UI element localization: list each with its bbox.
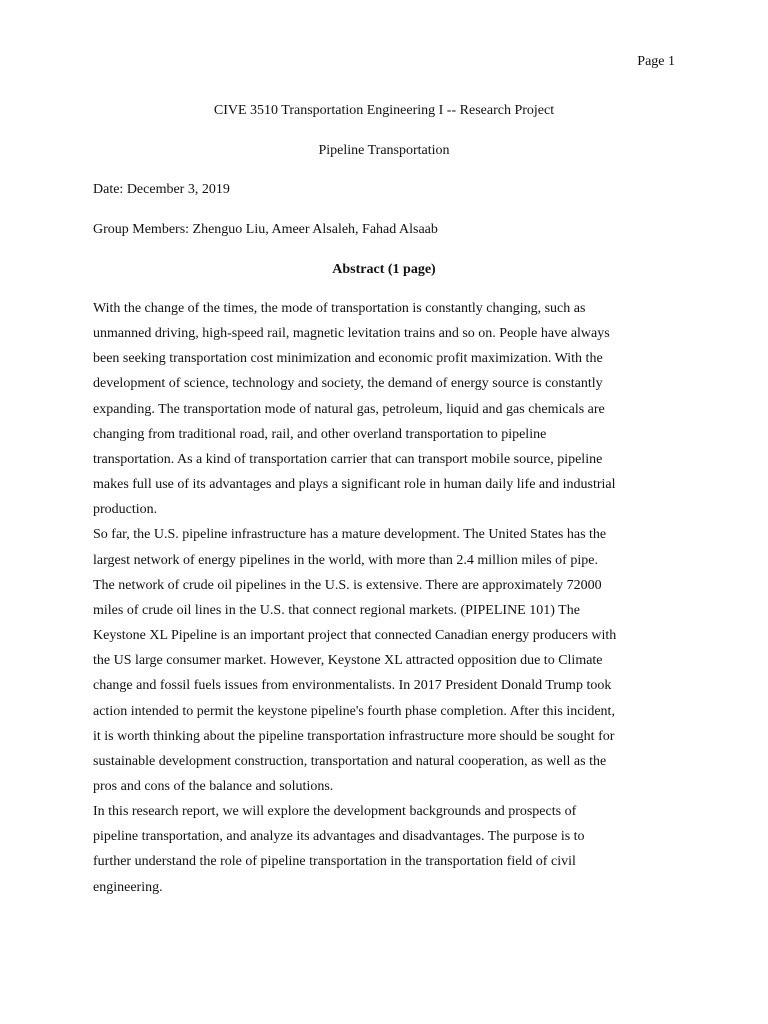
abstract-line: action intended to permit the keystone pipeline's fourth phase completion. After this incident, (93, 703, 615, 719)
abstract-line: With the change of the times, the mode of transportation is constantly changing, such as (93, 301, 586, 316)
project-title: Pipeline Transportation (318, 143, 450, 158)
abstract-line: miles of crude oil lines in the U.S. that connect regional markets. (PIPELINE 101) The (93, 602, 580, 618)
abstract-line: it is worth thinking about the pipeline transportation infrastructure more should be sought for (93, 728, 615, 744)
abstract-line: expanding. The transportation mode of natural gas, petroleum, liquid and gas chemicals are (93, 401, 605, 417)
abstract-line: changing from traditional road, rail, and other overland transportation to pipeline (93, 426, 547, 442)
abstract-line: change and fossil fuels issues from environmentalists. In 2017 President Donald Trump took (93, 678, 612, 694)
course-title: CIVE 3510 Transportation Engineering I -- Research Project (213, 103, 555, 118)
abstract-body (93, 296, 683, 900)
abstract-line: further understand the role of pipeline transportation in the transportation field of civil (93, 854, 576, 870)
abstract-line: the US large consumer market. However, Keystone XL attracted opposition due to Climate (93, 653, 603, 669)
abstract-line: Keystone XL Pipeline is an important project that connected Canadian energy producers with (93, 628, 617, 644)
abstract-line: pros and cons of the balance and solutions. (93, 778, 334, 794)
abstract-heading: Abstract (1 page) (332, 262, 436, 277)
abstract-line: largest network of energy pipelines in the world, with more than 2.4 million miles of pipe. (93, 552, 598, 568)
abstract-line: The network of crude oil pipelines in the U.S. is extensive. There are approximately 72000 (93, 577, 602, 593)
abstract-line: unmanned driving, high-speed rail, magnetic levitation trains and so on. People have always (93, 326, 610, 342)
abstract-line: production. (93, 502, 158, 518)
abstract-line: makes full use of its advantages and plays a significant role in human daily life and industrial (93, 477, 616, 493)
abstract-line: been seeking transportation cost minimization and economic profit maximization. With the (93, 351, 603, 367)
page-number: Page 1 (637, 54, 675, 69)
document-date: Date: December 3, 2019 (93, 182, 230, 197)
abstract-line: So far, the U.S. pipeline infrastructure has a mature development. The United States has the (93, 527, 607, 543)
abstract-line: pipeline transportation, and analyze its advantages and disadvantages. The purpose is to (93, 829, 585, 845)
abstract-line: development of science, technology and society, the demand of energy source is constantly (93, 376, 603, 392)
group-members: Group Members: Zhenguo Liu, Ameer Alsaleh, Fahad Alsaab (93, 222, 438, 237)
abstract-line: sustainable development construction, transportation and natural cooperation, as well as the (93, 753, 607, 769)
abstract-line: transportation. As a kind of transportation carrier that can transport mobile source, pipeline (93, 451, 603, 467)
abstract-line: In this research report, we will explore the development backgrounds and prospects of (93, 804, 577, 820)
abstract-line: engineering. (93, 879, 163, 895)
